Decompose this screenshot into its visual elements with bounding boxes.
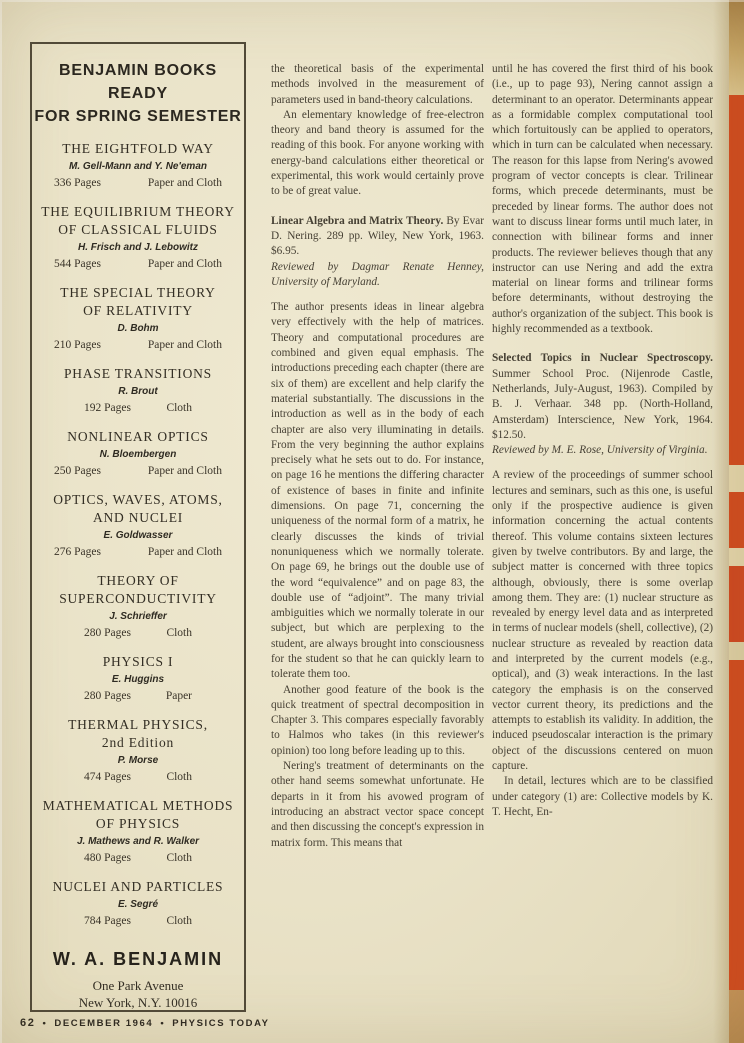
book-authors: E. Huggins [111,674,165,685]
book-details [32,626,244,641]
book-title: THEORY OF SUPERCONDUCTIVITY [59,573,217,606]
book-entry [32,653,244,704]
edge-segment-red [729,95,744,465]
book-title: OPTICS, WAVES, ATOMS, AND NUCLEI [53,492,223,525]
ad-heading [32,59,244,128]
book-details [32,464,244,479]
paragraph: the theoretical basis of the experimental methods involved in the measurement of parameters used in band-theory calculations. [271,63,484,106]
book-entry [32,284,244,353]
book-entry [32,428,244,479]
book-binding: Paper and Cloth [147,339,222,351]
book-details [32,176,244,191]
book-details [32,770,244,785]
book-title: THE SPECIAL THEORY OF RELATIVITY [60,285,216,318]
book-authors: M. Gell-Mann and Y. Ne'eman [69,161,207,172]
address-line2: New York, N.Y. 10016 [78,995,198,1010]
publisher-address [32,977,244,1011]
review-citation [492,351,713,458]
book-pages: 250 Pages [54,465,101,477]
reviewer-line: Reviewed by Dagmar Renate Henney, University of Maryland. [271,260,484,288]
book-entry [32,878,244,929]
book-pages: 480 Pages [84,852,131,864]
book-entry [32,203,244,272]
edge-segment-red [729,492,744,548]
book-title: THERMAL PHYSICS, 2nd Edition [68,717,208,750]
book-binding: Paper and Cloth [147,177,222,189]
book-details [32,545,244,560]
edge-segment-gap [729,548,744,566]
reviewer-line: Reviewed by M. E. Rose, University of Virginia. [492,444,708,457]
book-binding: Paper and Cloth [147,546,222,558]
paragraph: A review of the proceedings of summer school lectures and seminars, such as this one, is useful only if the prospective audience is given information concerning the actual contents thereof. This volume contains sixteen lectures given by twelve contributors. By and large, the subject matter is concerned with three topics although, obviously, there is some overlap among them. They are: (1) nuclear structure as revealed by energy level data and as interpreted in terms of nuclear models (shell, collective), (2) nuclear structure as revealed by reaction data and interpreted by the current models (e.g., optical), and (3) weak interactions. In the last category the emphasis is on the conserved vector current theory, its predictions and the attempts to establish its validity. In addition, the induced pseudoscalar interaction is the primary object of the discussions centered on muon capture. [492,469,713,773]
book-details [32,851,244,866]
footer-bullet: • [160,1018,166,1029]
edge-segment-bottom [729,990,744,1043]
book-title: PHASE TRANSITIONS [64,366,212,381]
book-binding: Cloth [166,402,192,414]
page-edge-shadow [713,0,729,1043]
book-title: NONLINEAR OPTICS [67,429,209,444]
book-details [32,338,244,353]
book-authors: D. Bohm [117,323,159,334]
review-citation-rest: Summer School Proc. (Nijenrode Castle, Netherlands, July-August, 1963). Compiled by B. J. Verhaar. 348 pp. (North-Holland, Amsterdam) Interscience, New York, 1964. $12.50. [492,367,713,441]
book-entry [32,797,244,866]
column-middle [271,62,484,851]
book-binding: Cloth [166,627,192,639]
book-authors: E. Goldwasser [103,530,173,541]
review-book-title: Linear Algebra and Matrix Theory. [271,214,444,227]
book-binding: Cloth [166,771,192,783]
footer-magazine: PHYSICS TODAY [172,1018,270,1029]
book-details [32,257,244,272]
book-authors: N. Bloembergen [99,449,177,460]
book-pages: 192 Pages [84,402,131,414]
edge-segment-red [729,660,744,990]
edge-segment-gap [729,465,744,492]
book-authors: P. Morse [117,755,159,766]
book-pages: 784 Pages [84,915,131,927]
book-binding: Paper and Cloth [147,465,222,477]
paragraph: The author presents ideas in linear algebra very effectively with the help of matrices. Theory and computational procedures are combined and given equal emphasis. The introductions preceding each chapter (there are six of them) are excellent and help clarify the material substantially. The discussions in the introduction as well as in the body of each chapter are also very illuminating in details. From the very beginning the author explains precisely what he sets out to do. For instance, on page 16 he mentions the differing character of existence of bases in finite and infinite dimensions. On page 71, concerning the uniqueness of the normal form of a matrix, he clearly discusses the kinds of trivial nonuniqueness which we normally tolerate. On page 69, he brings out the double use of the word “equivalence” and on page 83, the double use of “adjoint”. The many trivial ambiguities which we normally tolerate in our subject, but which are perplexing to the student, are always brought into consciousness for the student so that he can quickly learn to tolerate them too. [271,301,484,681]
book-binding: Cloth [166,915,192,927]
column-right [492,62,713,820]
edge-segment-red [729,566,744,642]
book-entry [32,140,244,191]
book-entry [32,572,244,641]
book-pages: 276 Pages [54,546,101,558]
book-title: PHYSICS I [102,654,174,669]
benjamin-ad-box [30,42,246,1012]
paragraph: Nering's treatment of determinants on the other hand seems somewhat unfortunate. He departs in it from his avowed program of introducing an abstract vector space concept and then discussing the concept's expression in matrix form. This means that [271,760,484,849]
page-edge [729,0,744,1043]
book-pages: 280 Pages [84,627,131,639]
book-title: NUCLEI AND PARTICLES [52,879,224,894]
book-authors: H. Frisch and J. Lebowitz [77,242,198,253]
book-entry [32,491,244,560]
book-pages: 280 Pages [84,690,131,702]
ad-heading-line1: BENJAMIN BOOKS READY [59,62,217,102]
book-title: THE EQUILIBRIUM THEORY OF CLASSICAL FLUIDS [41,204,235,237]
paragraph: until he has covered the first third of his book (i.e., up to page 93), Nering cannot assign a determinant to an operator. Determinants appear as a formidable complex computational tool which fortuitously can be applied to operators, which in turn can be calculated when necessary. The reason for this lapse from Nering's avowed program of vector concepts is clear. Trilinear forms, which precede determinants, must be preceded by linear forms. The author does not want to discuss linear forms until much later, in connection with bilinear forms and inner products. The reviewer believes though that any instructor can use Nering and add the extra material on linear forms and trilinear forms before determinants, without destroying the author's organization of the subject. This book is highly recommended as a textbook. [492,63,713,336]
edge-segment-gap [729,642,744,660]
book-pages: 474 Pages [84,771,131,783]
book-title: MATHEMATICAL METHODS OF PHYSICS [42,798,234,831]
footer-page-number: 62 [20,1017,36,1029]
review-book-title: Selected Topics in Nuclear Spectroscopy. [492,352,713,365]
book-authors: R. Brout [118,386,158,397]
address-line1: One Park Avenue [92,978,184,993]
page-footer [20,1017,270,1029]
paragraph: In detail, lectures which are to be classified under category (1) are: Collective models by K. T. Hecht, En- [492,775,713,818]
book-details [32,689,244,704]
book-authors: J. Schrieffer [109,611,167,622]
ad-heading-line2: FOR SPRING SEMESTER [34,108,242,125]
book-pages: 210 Pages [54,339,101,351]
book-entry [32,365,244,416]
paragraph: An elementary knowledge of free-electron theory and band theory is assumed for the reading of this book. For anyone working with energy-band calculations either theoretical or experimental, this work would certainly prove to be of great value. [271,108,484,198]
publisher-name: W. A. BENJAMIN [52,949,224,969]
book-binding: Cloth [166,852,192,864]
book-details [32,914,244,929]
book-pages: 336 Pages [54,177,101,189]
book-authors: E. Segré [117,899,159,910]
review-citation [271,214,484,290]
book-authors: J. Mathews and R. Walker [76,836,200,847]
footer-date: DECEMBER 1964 [54,1018,154,1029]
paragraph: Another good feature of the book is the quick treatment of spectral decomposition in Chapter 3. This compares especially favorably to Halmos who takes (in this reviewer's opinion) too long before leading up to this. [271,683,484,757]
book-entry [32,716,244,785]
book-binding: Paper [165,690,192,702]
book-title: THE EIGHTFOLD WAY [62,141,214,156]
review-citation-rest: By Evar D. Nering. 289 pp. Wiley, New York, 1963. $6.95. [271,214,484,258]
book-binding: Paper and Cloth [147,258,222,270]
book-details [32,401,244,416]
book-pages: 544 Pages [54,258,101,270]
edge-segment-top [729,0,744,95]
footer-bullet: • [42,1018,48,1029]
